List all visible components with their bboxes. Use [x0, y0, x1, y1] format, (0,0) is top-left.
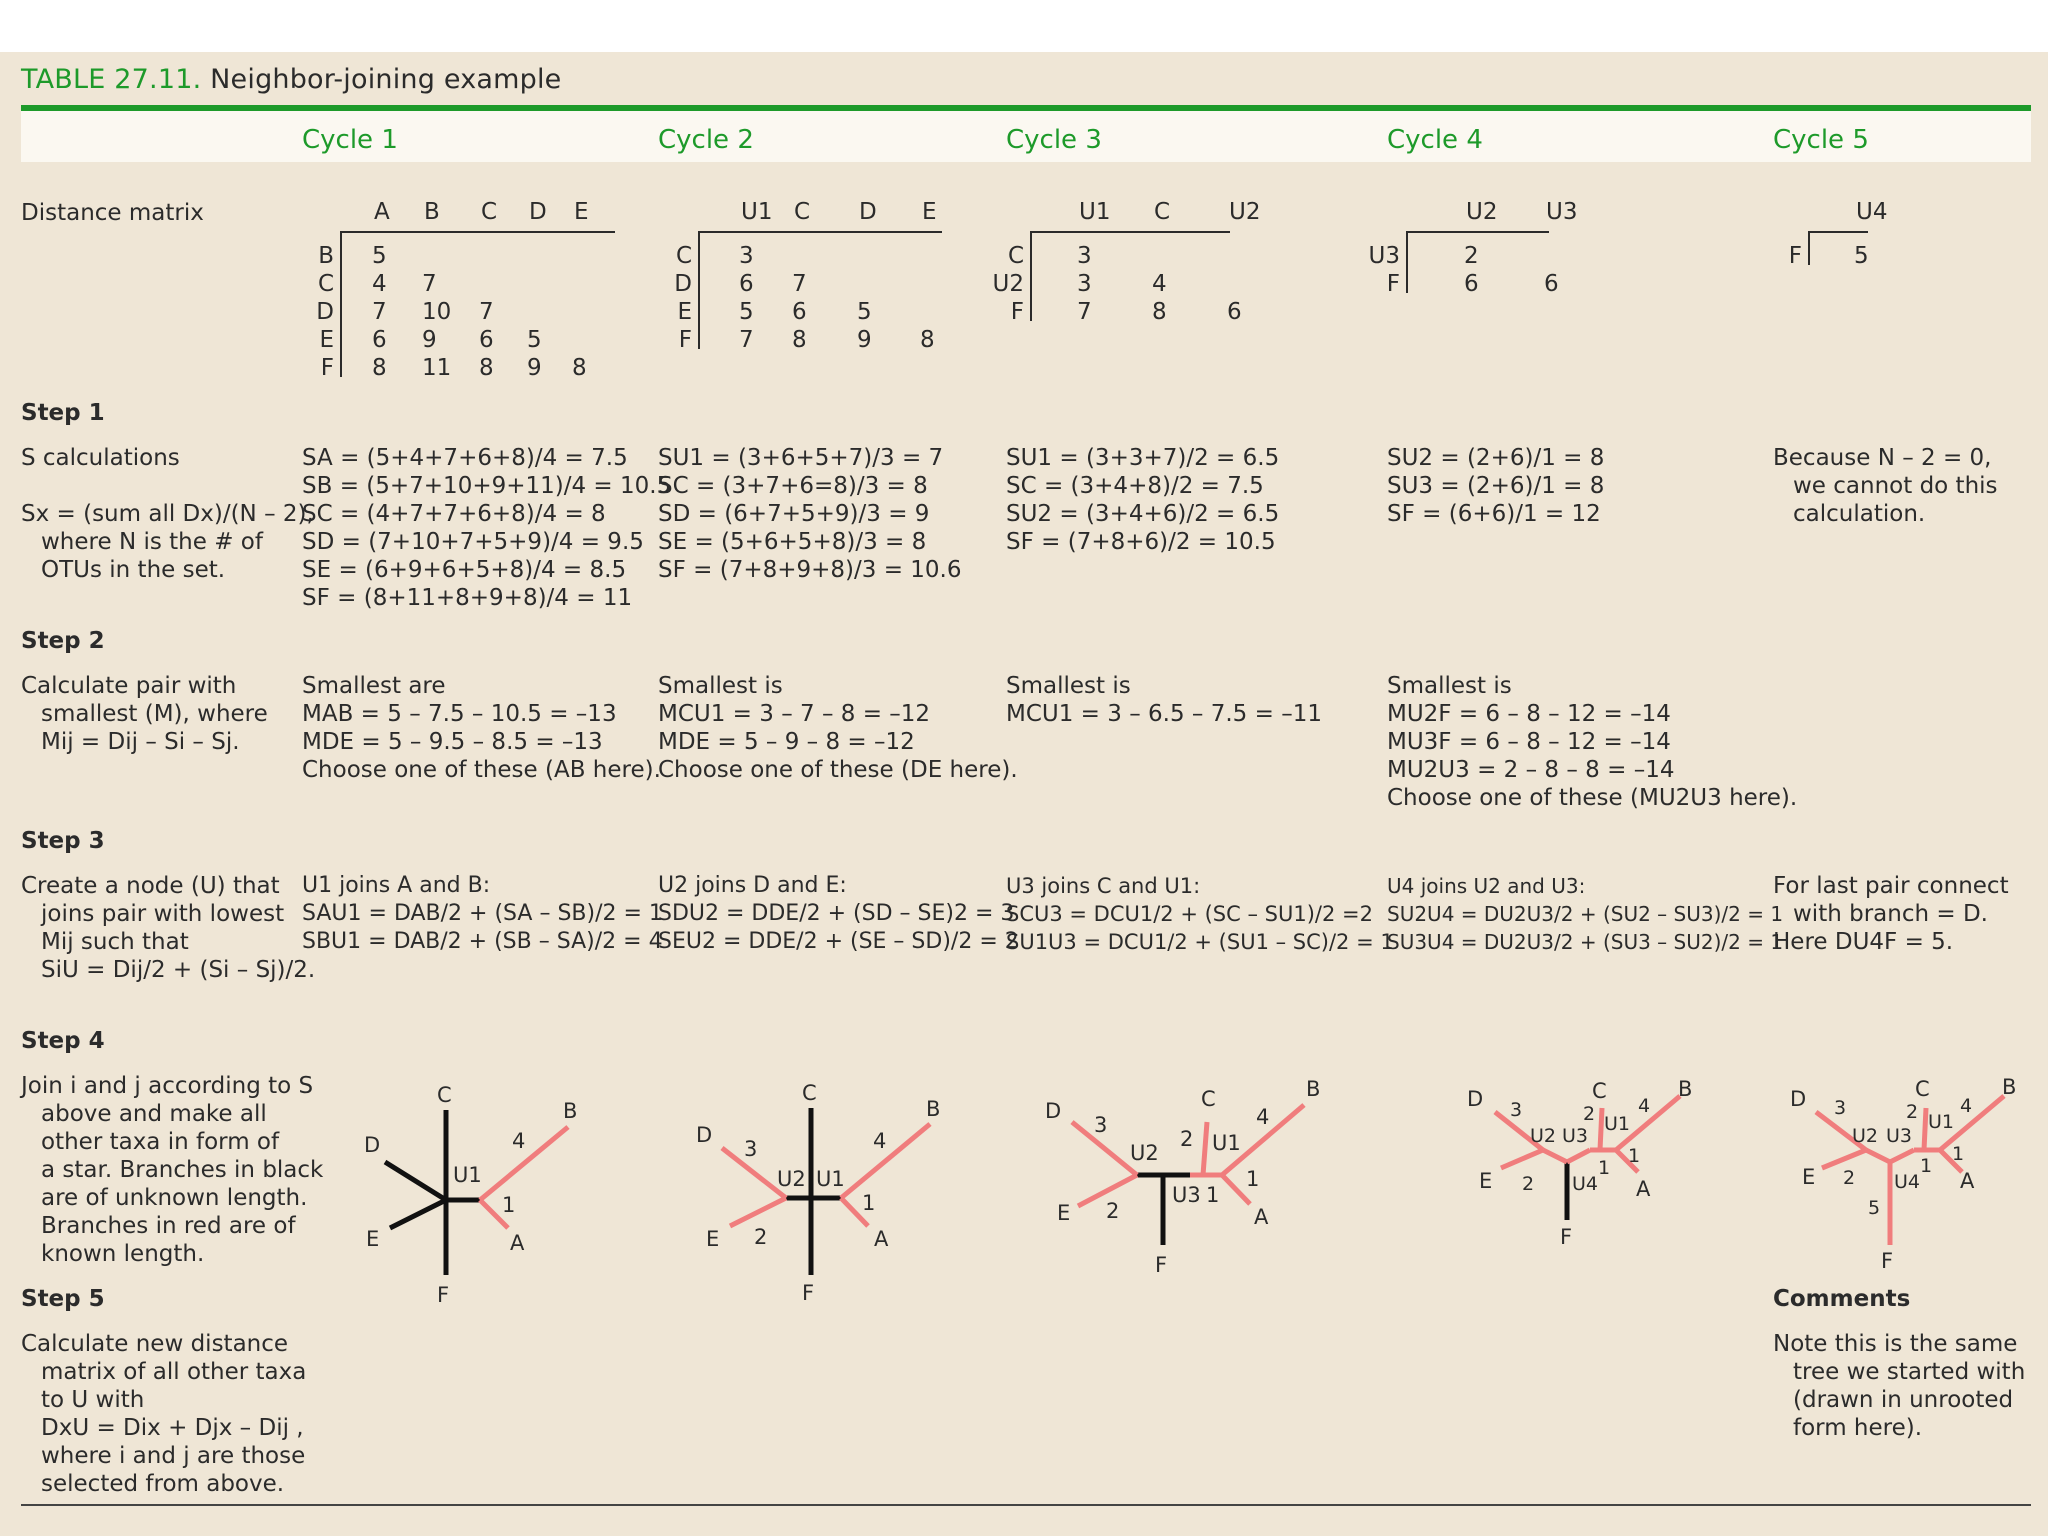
matrix-cell: 7 — [479, 299, 494, 325]
calc-line: SU3U4 = DU2U3/2 + (SU3 – SU2)/2 = 1 — [1387, 930, 1784, 954]
cycle-1-heading: Cycle 1 — [302, 125, 398, 155]
calc-line: Here DU4F = 5. — [1773, 929, 1954, 955]
desc-line: smallest (M), where — [41, 701, 268, 727]
branch-length: 3 — [1094, 1113, 1108, 1137]
known-branch — [1866, 1150, 1890, 1162]
matrix-cell: 9 — [527, 355, 542, 381]
matrix-col-header: E — [574, 199, 589, 225]
matrix-col-header: B — [424, 199, 440, 225]
unknown-branch — [385, 1162, 446, 1200]
calc-line: SE = (6+9+6+5+8)/4 = 8.5 — [302, 557, 627, 583]
desc-line: Create a node (U) that — [21, 873, 280, 899]
matrix-col-header: C — [1154, 199, 1171, 225]
table-number: TABLE 27.11. — [21, 64, 202, 95]
matrix-cell: 8 — [572, 355, 587, 381]
matrix-row-header: E — [677, 299, 692, 325]
taxon-label: F — [1155, 1253, 1168, 1277]
matrix-col-header: D — [529, 199, 547, 225]
calc-line: SC = (4+7+7+6+8)/4 = 8 — [302, 501, 606, 527]
branch-length: 1 — [1628, 1145, 1641, 1167]
taxon-label: B — [926, 1097, 941, 1121]
calc-line: SE = (5+6+5+8)/3 = 8 — [658, 529, 927, 555]
calc-line: MU2F = 6 – 8 – 12 = –14 — [1387, 701, 1671, 727]
matrix-cell: 5 — [739, 299, 754, 325]
calc-line: SD = (6+7+5+9)/3 = 9 — [658, 501, 930, 527]
matrix-cell: 6 — [479, 327, 494, 353]
cycle-5-heading: Cycle 5 — [1773, 125, 1869, 155]
desc-line: to U with — [41, 1387, 145, 1413]
matrix-cell: 9 — [857, 327, 872, 353]
comments-heading: Comments — [1773, 1286, 1911, 1312]
calc-line: SC = (3+7+6=8)/3 = 8 — [658, 473, 928, 499]
comment-line: tree we started with — [1793, 1359, 2026, 1385]
calc-line: Smallest is — [658, 673, 783, 699]
taxon-label: C — [437, 1083, 452, 1107]
calc-line: U2 joins D and E: — [658, 873, 847, 898]
matrix-cell: 3 — [739, 243, 754, 269]
taxon-label: D — [1045, 1099, 1062, 1123]
branch-length: 2 — [1906, 1101, 1919, 1123]
step-4-heading: Step 4 — [21, 1028, 105, 1054]
matrix-col-header: U4 — [1856, 199, 1888, 225]
calc-line: SCU3 = DCU1/2 + (SC – SU1)/2 =2 — [1006, 902, 1373, 926]
node-label: U2 — [1852, 1125, 1878, 1147]
matrix-row-header: C — [317, 271, 334, 297]
matrix-col-header: U1 — [741, 199, 773, 225]
calc-line: SU1 = (3+6+5+7)/3 = 7 — [658, 445, 944, 471]
calc-line: SDU2 = DDE/2 + (SD – SE)2 = 3 — [658, 901, 1015, 926]
calc-line: calculation. — [1793, 501, 1926, 527]
node-label: U3 — [1886, 1125, 1912, 1147]
matrix-col-header: C — [481, 199, 498, 225]
calc-line: MCU1 = 3 – 6.5 – 7.5 = –11 — [1006, 701, 1322, 727]
taxon-label: E — [1802, 1165, 1816, 1189]
known-branch — [1543, 1150, 1567, 1162]
node-label: U2 — [777, 1167, 806, 1191]
desc-line: known length. — [41, 1241, 205, 1267]
desc-line: joins pair with lowest — [41, 901, 285, 927]
branch-length: 1 — [502, 1193, 516, 1217]
known-branch — [730, 1198, 786, 1226]
matrix-row-header: C — [1007, 243, 1024, 269]
matrix-col-header: E — [922, 199, 937, 225]
tree-cycle-2 — [696, 1081, 940, 1305]
calc-line: SU2 = (2+6)/1 = 8 — [1387, 445, 1605, 471]
branch-length: 4 — [873, 1129, 887, 1153]
calc-line: Smallest are — [302, 673, 446, 699]
tree-cycle-5 — [1790, 1075, 2016, 1273]
branch-length: 1 — [1246, 1167, 1260, 1191]
matrix-row-header: F — [1010, 299, 1024, 325]
matrix-cell: 3 — [1077, 243, 1092, 269]
matrix-cell: 7 — [372, 299, 387, 325]
calc-line: SC = (3+4+8)/2 = 7.5 — [1006, 473, 1264, 499]
matrix-row-header: F — [320, 355, 334, 381]
table-caption: Neighbor-joining example — [210, 64, 562, 95]
desc-line: above and make all — [41, 1101, 267, 1127]
calc-line: SU2 = (3+4+6)/2 = 6.5 — [1006, 501, 1280, 527]
taxon-label: F — [437, 1283, 450, 1307]
taxon-label: B — [1306, 1077, 1321, 1101]
matrix-cell: 8 — [479, 355, 494, 381]
matrix-cell: 7 — [1077, 299, 1092, 325]
calc-line: SU3 = (2+6)/1 = 8 — [1387, 473, 1605, 499]
matrix-col-header: U2 — [1229, 199, 1261, 225]
desc-line: Branches in red are of — [41, 1213, 296, 1239]
matrix-cell: 6 — [1464, 271, 1479, 297]
calc-line: SF = (7+8+9+8)/3 = 10.6 — [658, 557, 962, 583]
taxon-label: C — [802, 1081, 817, 1105]
desc-line: selected from above. — [41, 1471, 285, 1497]
calc-line: MDE = 5 – 9 – 8 = –12 — [658, 729, 915, 755]
calc-line: Choose one of these (DE here). — [658, 757, 1018, 783]
calc-line: U1 joins A and B: — [302, 873, 491, 898]
branch-length: 2 — [1106, 1199, 1120, 1223]
branch-length: 1 — [1598, 1157, 1611, 1179]
taxon-label: D — [364, 1133, 381, 1157]
node-label: U4 — [1572, 1173, 1598, 1195]
desc-line: Mij such that — [41, 929, 189, 955]
matrix-col-header: U3 — [1546, 199, 1578, 225]
desc-line: where i and j are those — [41, 1443, 306, 1469]
known-branch — [1501, 1150, 1543, 1168]
taxon-label: E — [1479, 1169, 1493, 1193]
taxon-label: A — [510, 1231, 525, 1255]
branch-length: 1 — [1952, 1143, 1965, 1165]
matrix-col-header: U2 — [1466, 199, 1498, 225]
calc-line: SF = (8+11+8+9+8)/4 = 11 — [302, 585, 633, 611]
known-branch — [1203, 1122, 1207, 1175]
matrix-cell: 9 — [422, 327, 437, 353]
comment-line: form here). — [1793, 1415, 1923, 1441]
matrix-cell: 6 — [1227, 299, 1242, 325]
branch-length: 4 — [1638, 1095, 1651, 1117]
taxon-label: F — [1560, 1225, 1573, 1249]
matrix-cell: 5 — [527, 327, 542, 353]
calc-line: U3 joins C and U1: — [1006, 874, 1201, 898]
calc-line: SU1 = (3+3+7)/2 = 6.5 — [1006, 445, 1280, 471]
taxon-label: F — [1881, 1249, 1894, 1273]
matrix-cell: 6 — [1544, 271, 1559, 297]
branch-length: 5 — [1868, 1197, 1881, 1219]
bottom-rule — [21, 1504, 2031, 1506]
cycle-3-heading: Cycle 3 — [1006, 125, 1102, 155]
branch-length: 1 — [1206, 1183, 1220, 1207]
comments-text — [1773, 1330, 2025, 1442]
calc-line: SEU2 = DDE/2 + (SE – SD)/2 = 2 — [658, 929, 1019, 954]
known-branch — [1924, 1108, 1926, 1150]
branch-length: 1 — [862, 1191, 876, 1215]
matrix-cell: 5 — [372, 243, 387, 269]
calc-line: SU2U4 = DU2U3/2 + (SU2 – SU3)/2 = 1 — [1387, 902, 1784, 926]
desc-line: other taxa in form of — [41, 1129, 280, 1155]
taxon-label: B — [2002, 1075, 2017, 1099]
branch-length: 2 — [754, 1225, 768, 1249]
matrix-cell: 5 — [857, 299, 872, 325]
taxon-label: E — [1057, 1201, 1071, 1225]
branch-length: 2 — [1180, 1127, 1194, 1151]
comment-line: Note this is the same — [1773, 1331, 2018, 1357]
taxon-label: B — [1678, 1077, 1693, 1101]
node-label: U3 — [1172, 1183, 1201, 1207]
matrix-col-header: C — [794, 199, 811, 225]
step-3-heading: Step 3 — [21, 828, 105, 854]
known-branch — [1600, 1108, 1602, 1150]
matrix-cell: 4 — [372, 271, 387, 297]
matrix-row-header: B — [318, 243, 334, 269]
taxon-label: C — [1592, 1079, 1607, 1103]
calc-line: SU1U3 = DCU1/2 + (SU1 – SC)/2 = 1 — [1006, 930, 1394, 954]
matrix-col-header: D — [859, 199, 877, 225]
node-label: U2 — [1530, 1125, 1556, 1147]
matrix-cell: 11 — [422, 355, 452, 381]
step-1-heading: Step 1 — [21, 400, 105, 426]
step-2-heading: Step 2 — [21, 628, 105, 654]
calc-line: MU2U3 = 2 – 8 – 8 = –14 — [1387, 757, 1675, 783]
matrix-cell: 10 — [422, 299, 452, 325]
calc-line: Smallest is — [1387, 673, 1512, 699]
matrix-row-header: E — [319, 327, 334, 353]
taxon-label: E — [706, 1227, 720, 1251]
node-label: U1 — [1604, 1113, 1630, 1135]
s-calculations-label: S calculations — [21, 445, 180, 471]
taxon-label: D — [1467, 1087, 1484, 1111]
node-label: U1 — [1928, 1111, 1954, 1133]
matrix-cell: 4 — [1152, 271, 1167, 297]
calc-line: MAB = 5 – 7.5 – 10.5 = –13 — [302, 701, 617, 727]
taxon-label: A — [1960, 1169, 1975, 1193]
matrix-row-header: U3 — [1368, 243, 1400, 269]
matrix-cell: 6 — [792, 299, 807, 325]
matrix-cell: 8 — [920, 327, 935, 353]
taxon-label: A — [1254, 1205, 1269, 1229]
taxon-label: E — [366, 1227, 380, 1251]
comment-line: (drawn in unrooted — [1793, 1387, 2014, 1413]
branch-length: 2 — [1522, 1173, 1535, 1195]
matrix-cell: 3 — [1077, 271, 1092, 297]
node-label: U2 — [1130, 1141, 1159, 1165]
taxon-label: D — [1790, 1087, 1807, 1111]
matrix-cell: 7 — [792, 271, 807, 297]
branch-length: 4 — [512, 1129, 526, 1153]
taxon-label: A — [874, 1227, 889, 1251]
matrix-cell: 8 — [372, 355, 387, 381]
known-branch — [1890, 1150, 1914, 1162]
calc-line: MU3F = 6 – 8 – 12 = –14 — [1387, 729, 1671, 755]
calc-line: SB = (5+7+10+9+11)/4 = 10.5 — [302, 473, 672, 499]
matrix-row-header: D — [674, 271, 692, 297]
desc-line: Mij = Dij – Si – Sj. — [41, 729, 240, 755]
calc-line: U4 joins U2 and U3: — [1387, 874, 1586, 898]
calc-line: MDE = 5 – 9.5 – 8.5 = –13 — [302, 729, 603, 755]
calc-line: with branch = D. — [1793, 901, 1988, 927]
matrix-cell: 6 — [372, 327, 387, 353]
cycle-4-heading: Cycle 4 — [1387, 125, 1483, 155]
tree-cycle-4 — [1467, 1077, 1692, 1249]
matrix-row-header: F — [1788, 243, 1802, 269]
matrix-cell: 2 — [1464, 243, 1479, 269]
desc-line: Calculate pair with — [21, 673, 237, 699]
branch-length: 2 — [1583, 1103, 1596, 1125]
taxon-label: B — [563, 1099, 578, 1123]
matrix-row-header: C — [675, 243, 692, 269]
taxon-label: C — [1915, 1077, 1930, 1101]
matrix-row-header: F — [1386, 271, 1400, 297]
branch-length: 1 — [1920, 1155, 1933, 1177]
step-5-heading: Step 5 — [21, 1286, 105, 1312]
known-branch — [1822, 1150, 1866, 1168]
matrix-cell: 8 — [792, 327, 807, 353]
calc-line: Because N – 2 = 0, — [1773, 445, 1992, 471]
matrix-cell: 7 — [422, 271, 437, 297]
desc-line: OTUs in the set. — [41, 557, 226, 583]
matrix-row-header: F — [678, 327, 692, 353]
tree-cycle-1 — [364, 1083, 577, 1307]
calc-line: For last pair connect — [1773, 873, 2009, 899]
branch-length: 3 — [1834, 1097, 1847, 1119]
calc-line: MCU1 = 3 – 7 – 8 = –12 — [658, 701, 931, 727]
calc-line: we cannot do this — [1793, 473, 1998, 499]
matrix-col-header: U1 — [1079, 199, 1111, 225]
taxon-label: A — [1636, 1177, 1651, 1201]
cycle-2-heading: Cycle 2 — [658, 125, 754, 155]
branch-length: 3 — [1510, 1099, 1523, 1121]
matrix-cell: 7 — [739, 327, 754, 353]
calc-line: Smallest is — [1006, 673, 1131, 699]
desc-line: Calculate new distance — [21, 1331, 289, 1357]
distance-matrix-label: Distance matrix — [21, 200, 204, 226]
taxon-label: C — [1201, 1087, 1216, 1111]
tree-cycle-3 — [1045, 1077, 1320, 1277]
desc-line: matrix of all other taxa — [41, 1359, 307, 1385]
branch-length: 3 — [744, 1137, 758, 1161]
desc-line: a star. Branches in black — [41, 1157, 324, 1183]
matrix-row-header: U2 — [992, 271, 1024, 297]
known-branch — [1567, 1150, 1590, 1162]
node-label: U3 — [1562, 1125, 1588, 1147]
desc-line: DxU = Dix + Djx – Dij , — [41, 1415, 304, 1441]
taxon-label: F — [802, 1281, 815, 1305]
calc-line: SAU1 = DAB/2 + (SA – SB)/2 = 1 — [302, 901, 663, 926]
branch-length: 2 — [1843, 1167, 1856, 1189]
branch-length: 4 — [1960, 1095, 1973, 1117]
matrix-col-header: A — [374, 199, 390, 225]
desc-line: are of unknown length. — [41, 1185, 308, 1211]
desc-line: Sx = (sum all Dx)/(N – 2), — [21, 501, 314, 527]
node-label: U1 — [453, 1163, 482, 1187]
matrix-row-header: D — [316, 299, 334, 325]
node-label: U1 — [1212, 1131, 1241, 1155]
desc-line: where N is the # of — [41, 529, 263, 555]
node-label: U4 — [1894, 1171, 1920, 1193]
matrix-cell: 6 — [739, 271, 754, 297]
matrix-cell: 5 — [1854, 243, 1869, 269]
calc-line: Choose one of these (MU2U3 here). — [1387, 785, 1798, 811]
desc-line: SiU = Dij/2 + (Si – Sj)/2. — [41, 957, 316, 983]
node-label: U1 — [816, 1167, 845, 1191]
calc-line: SBU1 = DAB/2 + (SB – SA)/2 = 4 — [302, 929, 663, 954]
taxon-label: D — [696, 1123, 713, 1147]
matrix-cell: 8 — [1152, 299, 1167, 325]
calc-line: Choose one of these (AB here). — [302, 757, 661, 783]
unknown-branch — [390, 1200, 446, 1228]
calc-line: SF = (7+8+6)/2 = 10.5 — [1006, 529, 1276, 555]
calc-line: SA = (5+4+7+6+8)/4 = 7.5 — [302, 445, 628, 471]
desc-line: Join i and j according to S — [21, 1073, 314, 1099]
calc-line: SD = (7+10+7+5+9)/4 = 9.5 — [302, 529, 644, 555]
branch-length: 4 — [1256, 1105, 1270, 1129]
calc-line: SF = (6+6)/1 = 12 — [1387, 501, 1601, 527]
